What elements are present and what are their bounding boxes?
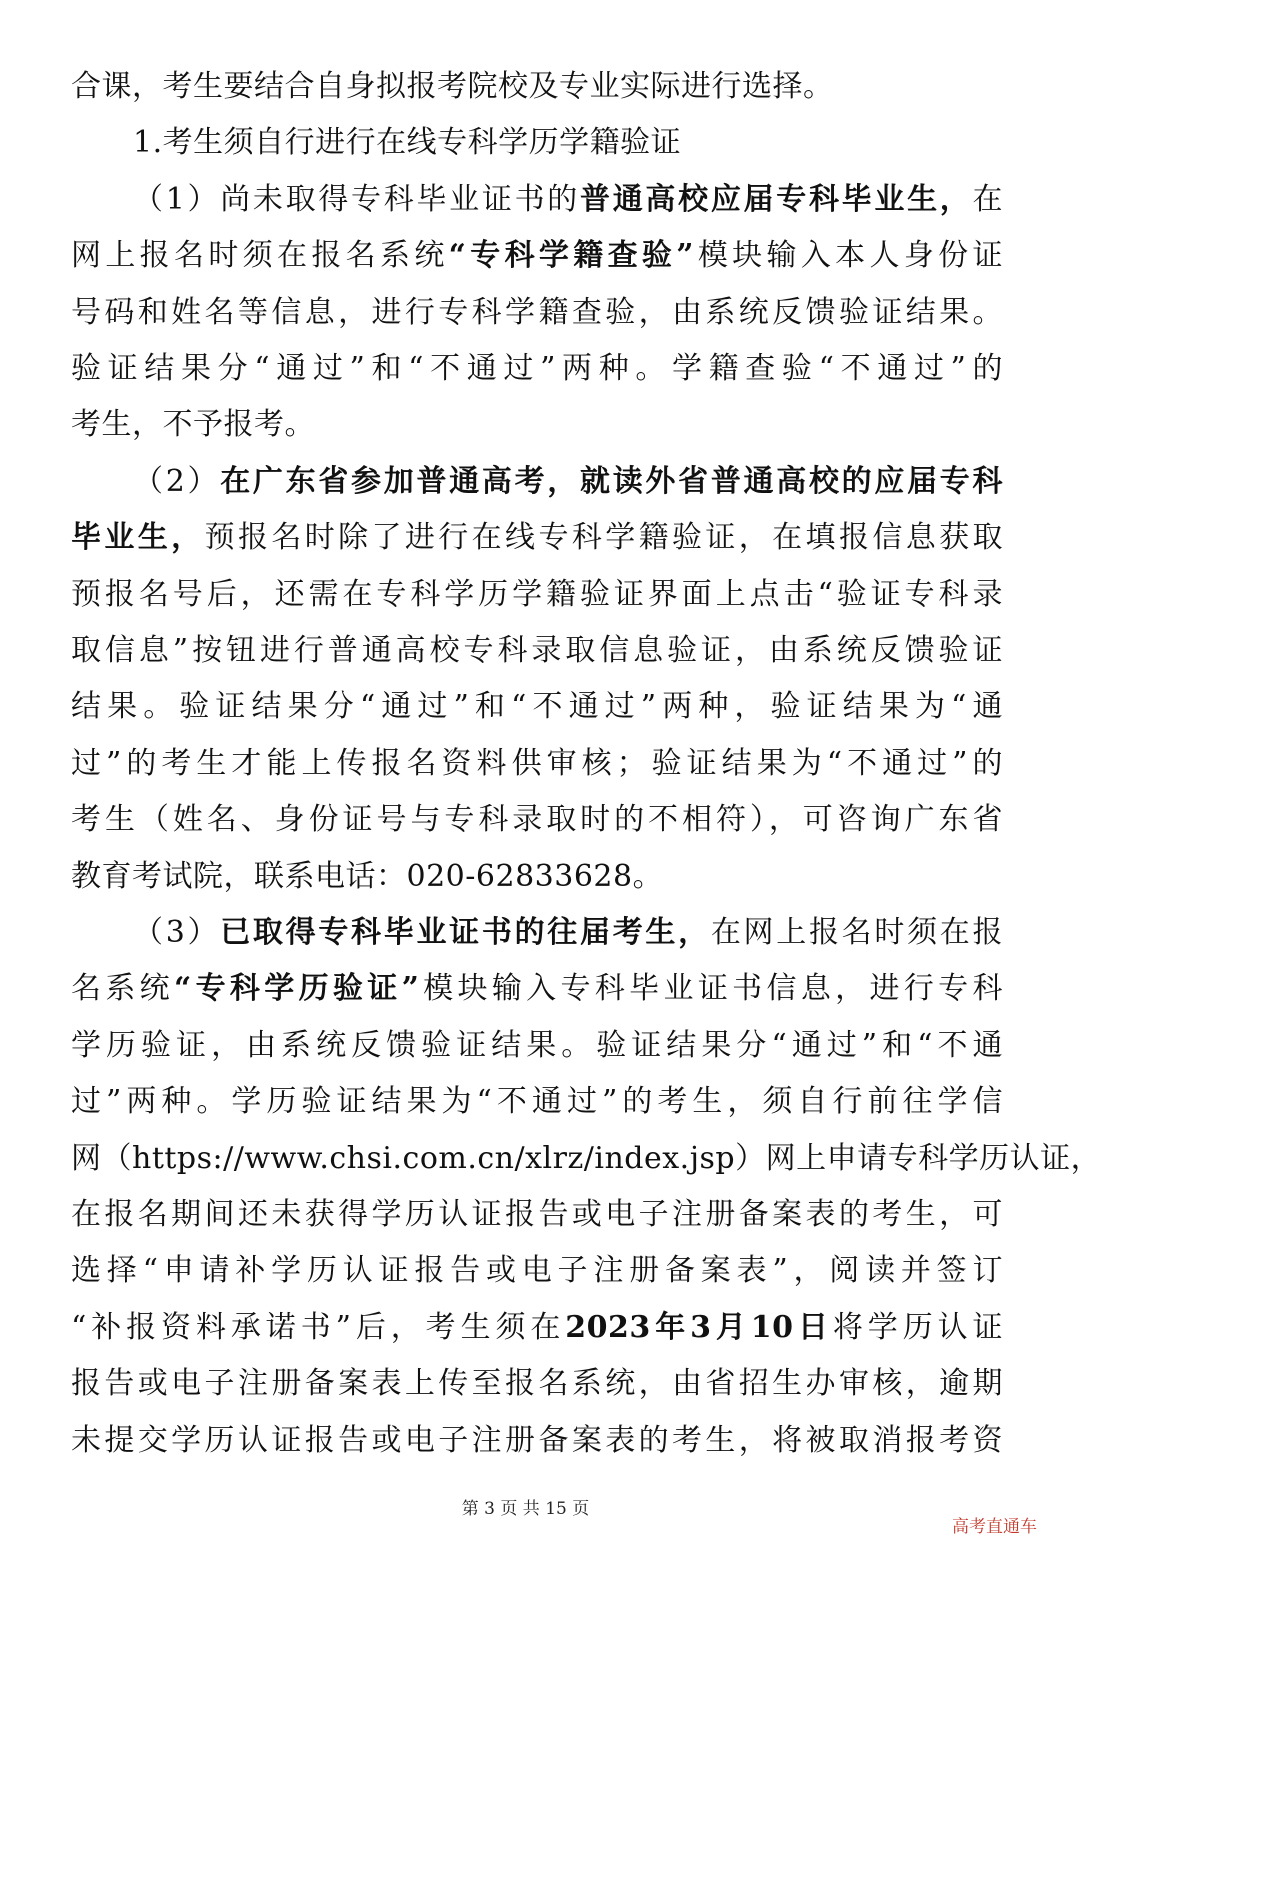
text-line-p1-l4 <box>71 349 1003 389</box>
text-line-p2-l5 <box>71 687 1003 727</box>
text-segment: 结果。验证结果分“通过”和“不通过”两种，验证结果为“通 <box>71 689 1003 724</box>
text-line-p3-l2 <box>71 969 1003 1009</box>
text-line-p3-l3 <box>71 1026 1003 1066</box>
bold-text-segment: 2023年3月10日 <box>565 1310 833 1345</box>
text-segment: 在报名期间还未获得学历认证报告或电子注册备案表的考生，可 <box>71 1197 1003 1232</box>
text-segment: 模块输入专科毕业证书信息，进行专科 <box>419 971 1004 1006</box>
text-line-intro-tail <box>71 67 1003 107</box>
text-line-p2-l6 <box>71 744 1003 784</box>
text-segment: 模块输入本人身份证 <box>694 238 1004 273</box>
text-line-p1-l2 <box>71 236 1003 276</box>
text-segment: 考生（姓名、身份证号与专科录取时的不相符），可咨询广东省 <box>71 802 1003 837</box>
text-segment: 将学历认证 <box>832 1310 1004 1345</box>
text-segment: 过”两种。学历验证结果为“不通过”的考生，须自行前往学信 <box>71 1084 1003 1119</box>
bold-text-segment: “专科学籍查验” <box>448 238 695 273</box>
text-line-p2-l4 <box>71 631 1003 671</box>
text-segment: 1.考生须自行进行在线专科学历学籍验证 <box>133 125 682 160</box>
text-line-p3-l10 <box>71 1421 1003 1461</box>
text-segment: 报告或电子注册备案表上传至报名系统，由省招生办审核，逾期 <box>71 1366 1003 1401</box>
page-footer: 第 3 页 共 15 页 <box>461 1499 590 1519</box>
bold-text-segment: 在广东省参加普通高考，就读外省普通高校的应届专科 <box>220 464 1004 499</box>
text-segment: 号码和姓名等信息，进行专科学籍查验，由系统反馈验证结果。 <box>71 295 1003 330</box>
text-line-p3-l5 <box>71 1139 1102 1179</box>
text-segment: 取信息”按钮进行普通高校专科录取信息验证，由系统反馈验证 <box>71 633 1003 668</box>
text-segment: 网（https://www.chsi.com.cn/xlrz/index.jsp）网上申请专科学历认证， <box>71 1141 1102 1176</box>
text-line-p3-l7 <box>71 1251 1003 1291</box>
text-segment: 教育考试院，联系电话：020-62833628。 <box>71 859 664 894</box>
text-segment: 学历验证，由系统反馈验证结果。验证结果分“通过”和“不通 <box>71 1028 1003 1063</box>
text-segment: 在网上报名时须在报 <box>710 915 1004 950</box>
text-line-p2-l7 <box>71 800 1003 840</box>
text-line-p3-l4 <box>71 1082 1003 1122</box>
text-line-p1-l1 <box>133 180 1003 220</box>
text-line-p3-l9 <box>71 1364 1003 1404</box>
watermark: 高考直通车 <box>952 1517 1037 1537</box>
text-line-p2-l8 <box>71 857 1003 897</box>
text-line-p3-l6 <box>71 1195 1003 1235</box>
text-line-p1-l3 <box>71 293 1003 333</box>
text-segment: 验证结果分“通过”和“不通过”两种。学籍查验“不通过”的 <box>71 351 1003 386</box>
text-segment: 选择“申请补学历认证报告或电子注册备案表”，阅读并签订 <box>71 1253 1003 1288</box>
bold-text-segment: “专科学历验证” <box>174 971 420 1006</box>
text-line-p3-l8 <box>71 1308 1003 1348</box>
text-segment: 考生，不予报考。 <box>71 407 315 442</box>
text-segment: 合课，考生要结合自身拟报考院校及专业实际进行选择。 <box>71 69 834 104</box>
text-segment: （3） <box>133 915 221 950</box>
text-line-p3-l1 <box>133 913 1003 953</box>
text-segment: 预报名时除了进行在线专科学籍验证，在填报信息获取 <box>204 520 1004 555</box>
text-segment: （1）尚未取得专科毕业证书的 <box>133 182 580 217</box>
text-segment: （2） <box>133 464 221 499</box>
text-segment: 过”的考生才能上传报名资料供审核；验证结果为“不通过”的 <box>71 746 1003 781</box>
text-segment: 未提交学历认证报告或电子注册备案表的考生，将被取消报考资 <box>71 1423 1003 1458</box>
text-line-heading-1 <box>133 123 1003 163</box>
text-line-p1-l5 <box>71 405 1003 445</box>
text-segment: 预报名号后，还需在专科学历学籍验证界面上点击“验证专科录 <box>71 577 1003 612</box>
text-segment: 在 <box>972 182 1003 217</box>
text-line-p2-l3 <box>71 575 1003 615</box>
text-segment: 网上报名时须在报名系统 <box>71 238 449 273</box>
bold-text-segment: 普通高校应届专科毕业生， <box>580 182 973 217</box>
bold-text-segment: 毕业生， <box>71 520 205 555</box>
text-segment: “补报资料承诺书”后，考生须在 <box>71 1310 566 1345</box>
bold-text-segment: 已取得专科毕业证书的往届考生， <box>220 915 711 950</box>
text-line-p2-l2 <box>71 518 1003 558</box>
text-segment: 名系统 <box>71 971 174 1006</box>
text-line-p2-l1 <box>133 462 1003 502</box>
